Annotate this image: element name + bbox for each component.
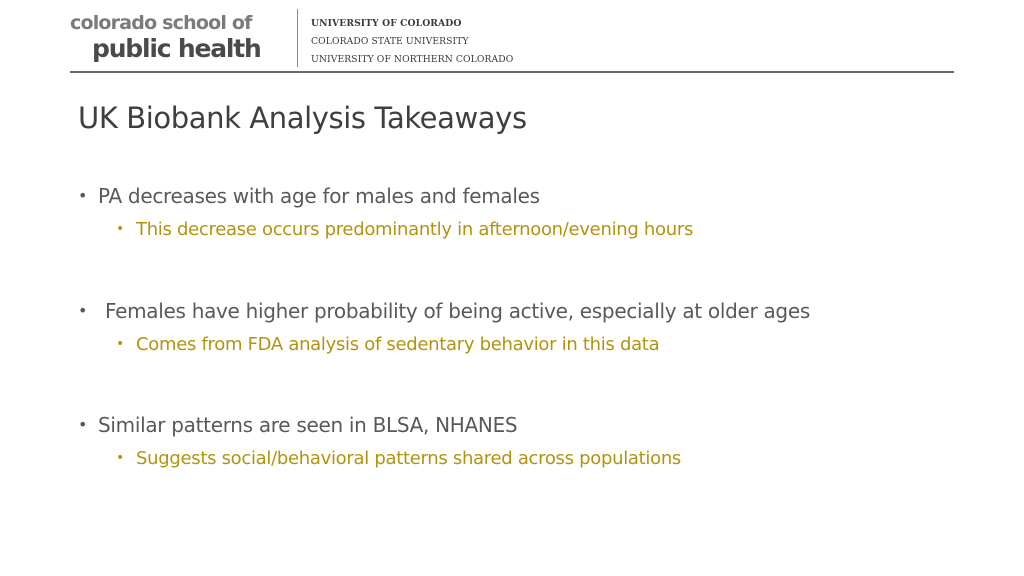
bullet-text: Females have higher probability of being active, especially at older ages (105, 299, 810, 323)
bullet-dot-icon: • (116, 336, 124, 352)
bullet-dot-icon: • (116, 221, 124, 237)
logo-line-2: public health (92, 34, 261, 63)
sub-bullet-text: This decrease occurs predominantly in afternoon/evening hours (136, 219, 694, 240)
affiliations-list (311, 15, 513, 69)
bullet-text: PA decreases with age for males and females (98, 184, 540, 208)
bullet-dot-icon: • (78, 301, 88, 320)
school-logo (70, 12, 290, 68)
affiliation-item: UNIVERSITY OF NORTHERN COLORADO (311, 54, 514, 65)
slide-title: UK Biobank Analysis Takeaways (78, 101, 527, 135)
logo-line-1: colorado school of (70, 12, 252, 34)
sub-bullet-text: Comes from FDA analysis of sedentary behavior in this data (136, 334, 660, 355)
logo-divider (297, 9, 298, 67)
bullet-dot-icon: • (116, 450, 124, 466)
bullet-dot-icon: • (78, 415, 88, 434)
affiliation-item: COLORADO STATE UNIVERSITY (311, 36, 469, 47)
bullet-text: Similar patterns are seen in BLSA, NHANES (98, 413, 518, 437)
bullet-dot-icon: • (78, 186, 88, 205)
sub-bullet-text: Suggests social/behavioral patterns shared across populations (136, 448, 682, 469)
header-rule (70, 71, 954, 73)
affiliation-item: UNIVERSITY OF COLORADO (311, 18, 462, 29)
